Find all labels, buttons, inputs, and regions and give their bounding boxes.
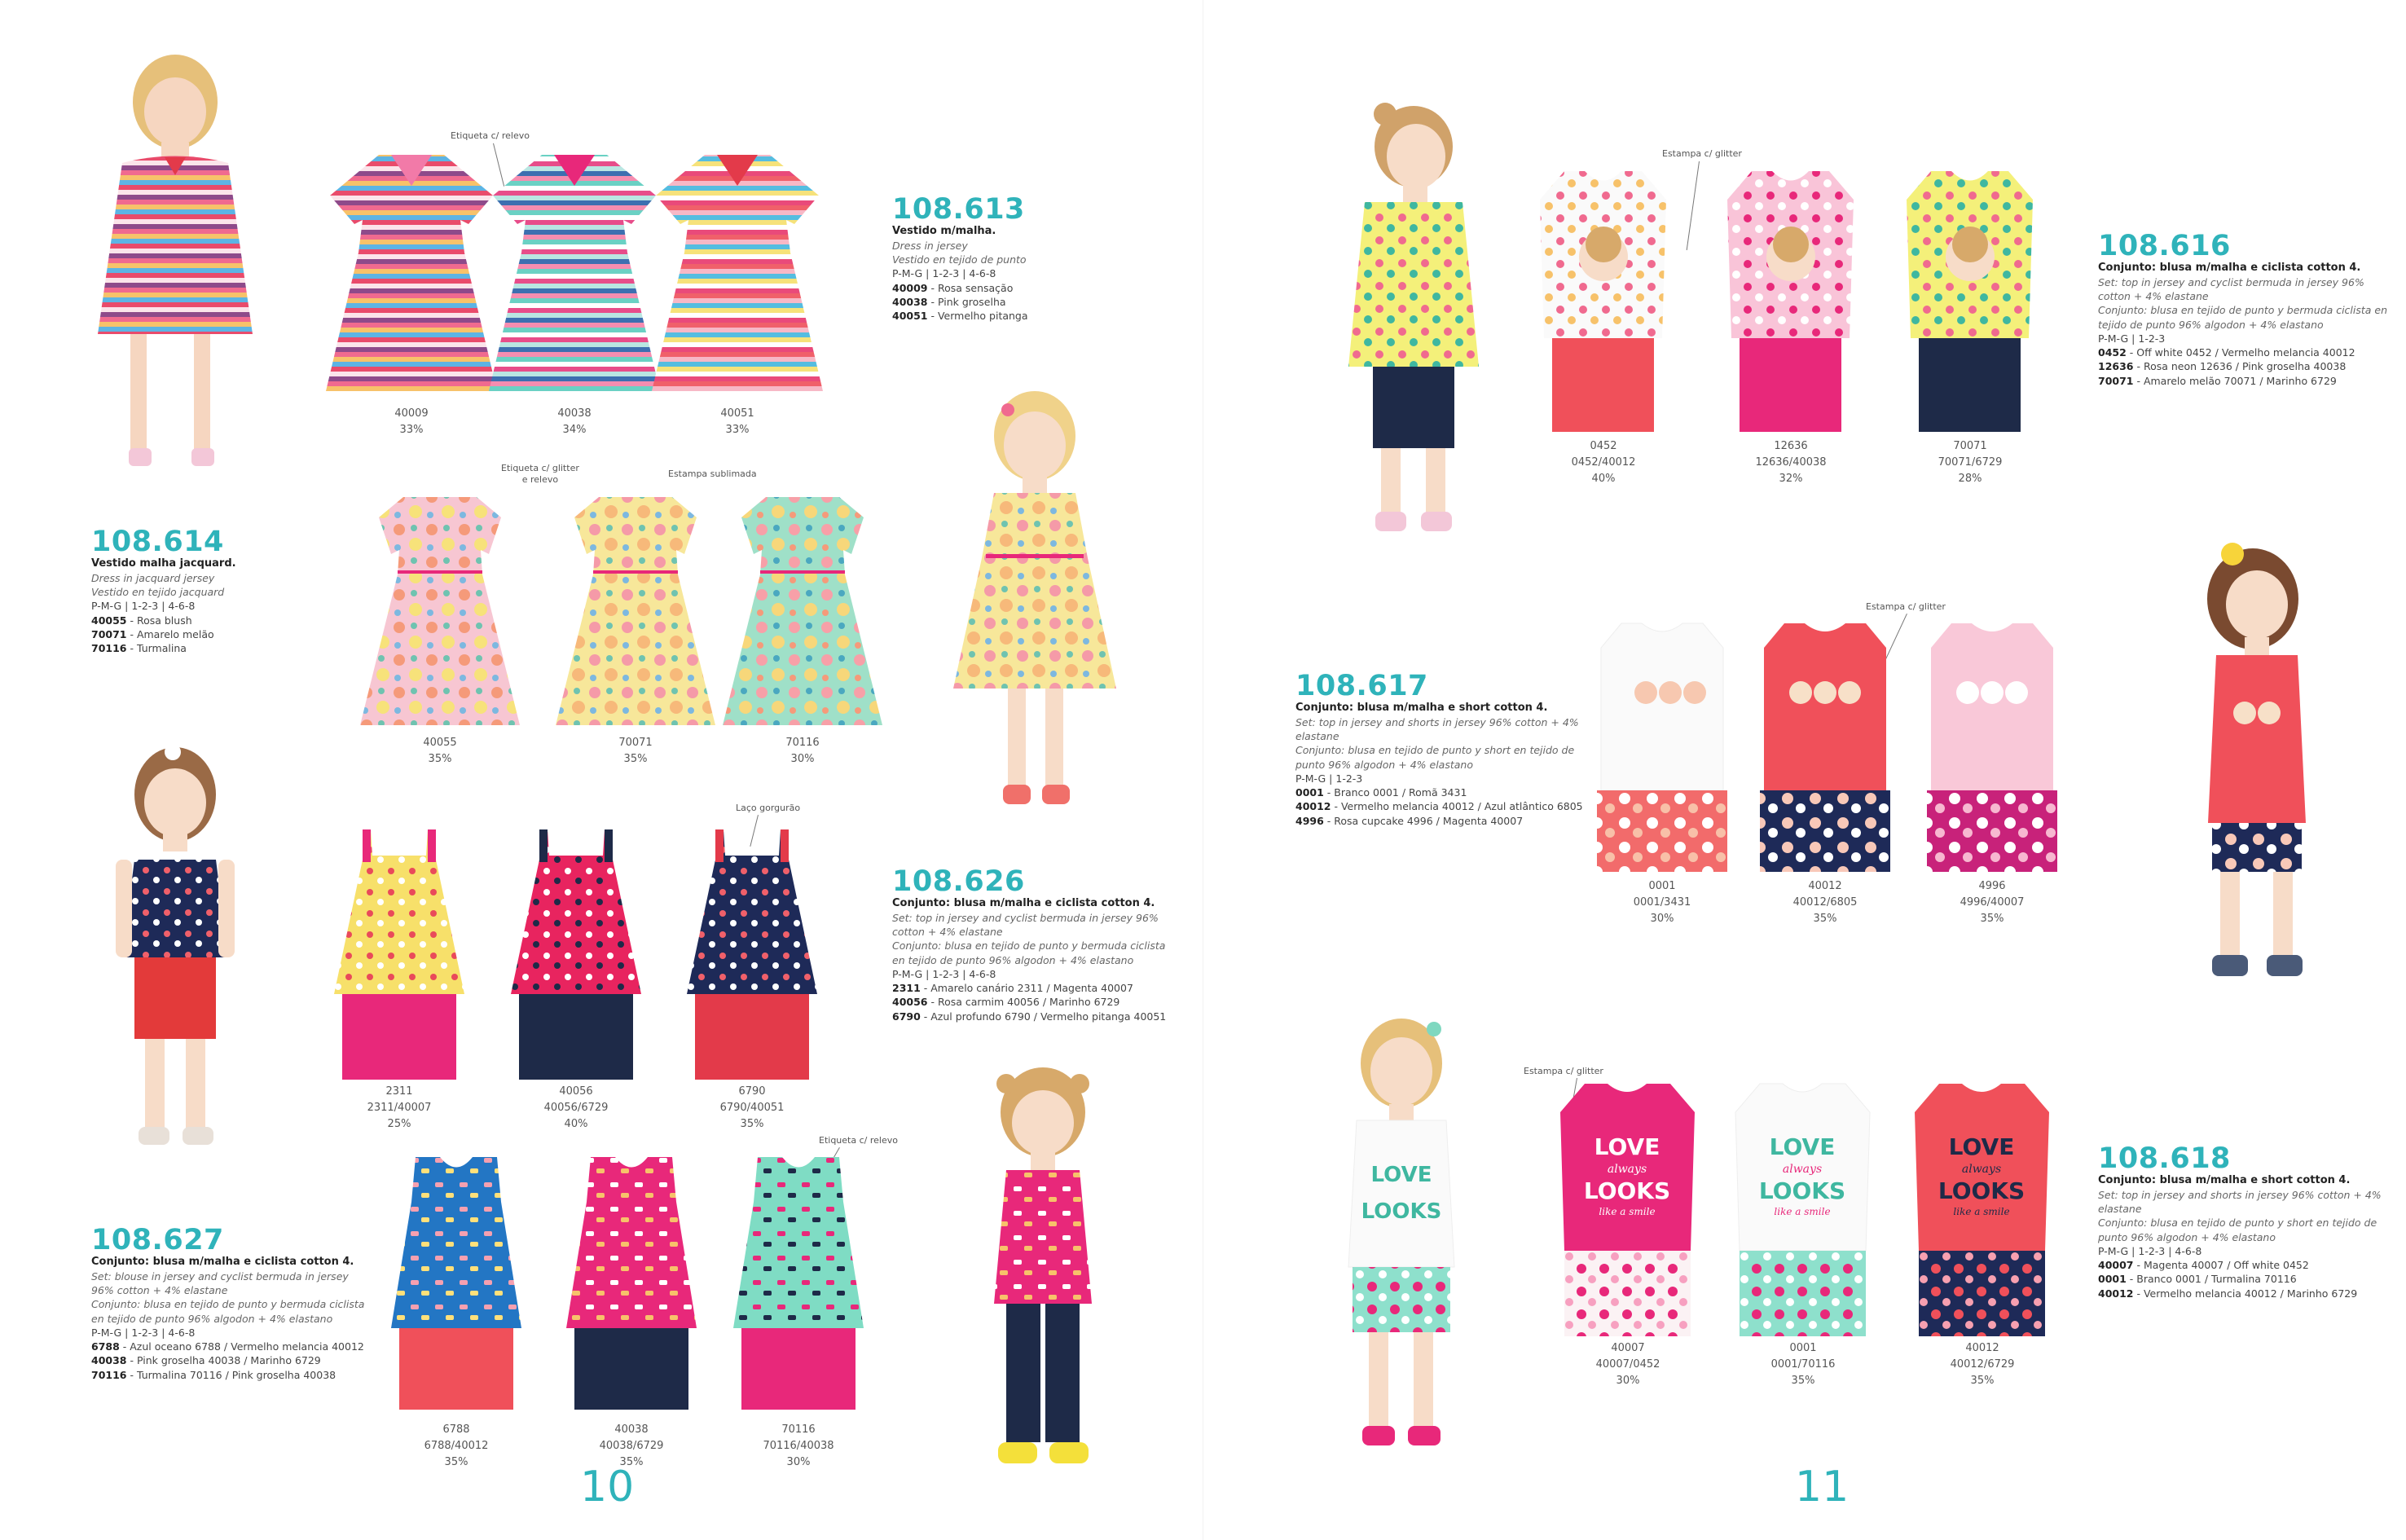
color-line: 0001 - Branco 0001 / Romã 3431: [1295, 786, 1467, 799]
desc-en: Set: top in jersey and cyclist bermuda in jersey 96% cotton + 4% elastane: [892, 911, 1159, 939]
ref: 40012: [1808, 880, 1842, 892]
pct: 30%: [1650, 913, 1674, 926]
color-line: 12636 - Rosa neon 12636 / Pink groselha 40038: [2098, 360, 2347, 373]
pct: 32%: [1779, 473, 1803, 486]
caption-40007: [1563, 1340, 1693, 1389]
dress-40038: [485, 147, 664, 403]
pct: 35%: [428, 753, 452, 766]
product-title: Conjunto: blusa m/malha e ciclista cotton 4.: [2098, 262, 2361, 274]
caption-70071-616: [1905, 438, 2035, 487]
product-code: 108.616: [2098, 230, 2231, 262]
pct: 35%: [444, 1456, 468, 1469]
ref: 70116: [781, 1423, 816, 1436]
caption-40051: [672, 406, 803, 438]
pct: 40%: [1591, 473, 1616, 486]
set-70071-616: [1898, 167, 2041, 436]
caption-6788: [391, 1422, 521, 1471]
sizes: P-M-G | 1-2-3 | 4-6-8: [892, 967, 996, 980]
caption-40056: [511, 1084, 641, 1133]
color-line: 70071 - Amarelo melão: [91, 627, 214, 640]
caption-0001-618: [1738, 1340, 1868, 1389]
note-etiqueta-glitter: [501, 463, 579, 486]
desc-en: Dress in jersey: [892, 239, 968, 252]
ref2: 4996/40007: [1960, 896, 2025, 909]
model-girl-red-top: [2167, 538, 2338, 994]
product-title: Vestido m/malha.: [892, 225, 996, 237]
set-6790: [675, 823, 829, 1084]
caption-40055: [375, 735, 505, 768]
note-line: [1687, 161, 1700, 250]
color-line: 40009 - Rosa sensação: [892, 281, 1014, 294]
note-estampa-glitter-616: Estampa c/ glitter: [1662, 148, 1742, 159]
info-108614: [91, 528, 368, 655]
caption-40012-617: [1760, 878, 1890, 927]
ref2: 0001/70116: [1770, 1358, 1836, 1371]
ref2: 40012/6729: [1950, 1358, 2015, 1371]
color-line: 70116 - Turmalina: [91, 642, 187, 655]
color-line: 2311 - Amarelo canário 2311 / Magenta 40007: [892, 982, 1133, 995]
set-0001-618: [1727, 1080, 1878, 1340]
set-0452: [1532, 167, 1674, 436]
pct: 35%: [623, 753, 648, 766]
ref: 40012: [1965, 1342, 1999, 1354]
note-etiqueta-relevo: Etiqueta c/ relevo: [451, 130, 530, 141]
sizes: P-M-G | 1-2-3: [2098, 332, 2166, 345]
desc-en: Set: blouse in jersey and cyclist bermuda in jersey 96% cotton + 4% elastane: [91, 1269, 349, 1297]
product-code: 108.613: [892, 193, 1025, 226]
caption-70116: [737, 735, 868, 768]
desc-en: Dress in jacquard jersey: [91, 571, 215, 584]
ref: 40051: [720, 407, 754, 420]
product-code: 108.626: [892, 865, 1025, 898]
product-code: 108.614: [91, 526, 224, 558]
product-code: 108.618: [2098, 1142, 2231, 1175]
sizes: P-M-G | 1-2-3 | 4-6-8: [91, 600, 196, 613]
set-4996: [1919, 619, 2065, 876]
ref: 0001: [1648, 880, 1676, 892]
ref: 6790: [738, 1085, 766, 1098]
desc-es: Conjunto: blusa en tejido de punto y short en tejido de punto 96% algodon + 4% elastano: [1295, 744, 1575, 771]
note-estampa-glitter-618: Estampa c/ glitter: [1524, 1066, 1603, 1076]
pct: 35%: [1791, 1375, 1815, 1388]
caption-40012-618: [1917, 1340, 2048, 1389]
pct: 33%: [399, 424, 424, 437]
set-40056: [499, 823, 653, 1084]
sizes: P-M-G | 1-2-3: [1295, 772, 1363, 785]
ref: 2311: [385, 1085, 413, 1098]
ref2: 40012/6805: [1792, 896, 1858, 909]
caption-40038: [509, 406, 640, 438]
caption-70071: [570, 735, 701, 768]
print-smile: like a smile: [1599, 1206, 1656, 1217]
model-girl-navy-top: [98, 737, 253, 1169]
dress-70071: [554, 489, 717, 733]
note-etiqueta-relevo-2: Etiqueta c/ relevo: [819, 1135, 898, 1146]
color-line: 70071 - Amarelo melão 70071 / Marinho 6729: [2098, 374, 2337, 387]
ref2: 6790/40051: [719, 1102, 785, 1115]
caption-12636: [1726, 438, 1856, 487]
set-40012-618: [1907, 1080, 2057, 1340]
note-line1: Etiqueta c/ glitter: [501, 463, 579, 473]
print-love: LOVE: [1594, 1133, 1660, 1160]
color-line: 6790 - Azul profundo 6790 / Vermelho pitanga 40051: [892, 1010, 1167, 1023]
pct: 34%: [562, 424, 587, 437]
ref2: 2311/40007: [367, 1102, 432, 1115]
color-line: 40012 - Vermelho melancia 40012 / Marinho 6729: [2098, 1287, 2358, 1300]
color-line: 40038 - Pink groselha: [892, 295, 1006, 308]
ref: 70071: [618, 737, 653, 749]
desc-es: Conjunto: blusa en tejido de punto y bermuda ciclista en tejido de punto 96% algodon + 4% elastano: [892, 939, 1166, 966]
pct: 25%: [387, 1118, 411, 1131]
caption-2311: [334, 1084, 464, 1133]
pct: 30%: [790, 753, 815, 766]
desc-es: Conjunto: blusa en tejido de punto y short en tejido de punto 96% algodon + 4% elastano: [2098, 1217, 2377, 1243]
set-40012-617: [1752, 619, 1898, 876]
pct: 33%: [725, 424, 750, 437]
ref: 70071: [1953, 440, 1987, 452]
info-108616: [2098, 232, 2391, 388]
pct: 28%: [1958, 473, 1982, 486]
color-line: 40007 - Magenta 40007 / Off white 0452: [2098, 1259, 2309, 1272]
product-title: Vestido malha jacquard.: [91, 557, 236, 570]
print-love: LOVE: [1948, 1133, 2015, 1160]
color-line: 4996 - Rosa cupcake 4996 / Magenta 40007: [1295, 814, 1524, 827]
desc-en: Set: top in jersey and cyclist bermuda in jersey 96% cotton + 4% elastane: [2098, 275, 2364, 303]
caption-70116-set: [733, 1422, 864, 1471]
sizes: P-M-G | 1-2-3 | 4-6-8: [91, 1326, 196, 1339]
ref: 0001: [1789, 1342, 1817, 1354]
ref: 0452: [1590, 440, 1617, 452]
ref: 40056: [559, 1085, 593, 1098]
ref2: 40038/6729: [599, 1440, 664, 1453]
svg-text:LOVE: LOVE: [1370, 1163, 1432, 1187]
product-code: 108.617: [1295, 670, 1428, 702]
sizes: P-M-G | 1-2-3 | 4-6-8: [2098, 1244, 2202, 1257]
svg-text:LOOKS: LOOKS: [1361, 1199, 1442, 1224]
pct: 35%: [619, 1456, 644, 1469]
ref2: 12636/40038: [1755, 456, 1827, 469]
color-line: 6788 - Azul oceano 6788 / Vermelho melancia 40012: [91, 1340, 364, 1353]
ref2: 70071/6729: [1938, 456, 2003, 469]
ref2: 0452/40012: [1571, 456, 1636, 469]
color-line: 70116 - Turmalina 70116 / Pink groselha 40038: [91, 1368, 336, 1381]
set-40007: [1552, 1080, 1703, 1340]
ref: 40007: [1611, 1342, 1645, 1354]
note-line2: e relevo: [521, 474, 559, 486]
color-line: 40051 - Vermelho pitanga: [892, 310, 1028, 323]
dress-40051: [648, 147, 827, 403]
print-looks: LOOKS: [1758, 1177, 1846, 1204]
model-girl-pink-top: [961, 1059, 1124, 1524]
note-laco-gorgurao: Laço gorgurão: [736, 803, 801, 813]
note-estampa-glitter-617: Estampa c/ glitter: [1866, 601, 1946, 612]
model-girl-love-looks: [1320, 1006, 1483, 1463]
set-40038: [558, 1153, 705, 1414]
print-always: always: [1961, 1163, 2002, 1176]
color-line: 40012 - Vermelho melancia 40012 / Azul atlântico 6805: [1295, 800, 1583, 813]
desc-en: Set: top in jersey and shorts in jersey 96% cotton + 4% elastane: [2098, 1188, 2382, 1216]
info-108626: [892, 865, 1169, 1023]
pct: 30%: [1616, 1375, 1640, 1388]
desc-es: Conjunto: blusa en tejido de punto y bermuda ciclista en tejido de punto 96% algodon + 4% elastano: [2098, 304, 2388, 331]
color-line: 0001 - Branco 0001 / Turmalina 70116: [2098, 1273, 2297, 1286]
info-108627: [91, 1226, 368, 1382]
dress-40055: [358, 489, 521, 733]
ref: 40055: [423, 737, 457, 749]
product-code: 108.627: [91, 1224, 224, 1256]
print-smile: like a smile: [1774, 1206, 1831, 1217]
desc-es: Vestido en tejido de punto: [892, 253, 1027, 266]
set-2311: [322, 823, 477, 1084]
desc-es: Conjunto: blusa en tejido de punto y bermuda ciclista en tejido de punto 96% algodon + 4% elastano: [91, 1298, 365, 1325]
ref: 6788: [442, 1423, 470, 1436]
dress-40009: [322, 147, 501, 403]
product-title: Conjunto: blusa m/malha e ciclista cotton 4.: [892, 897, 1155, 909]
color-line: 0452 - Off white 0452 / Vermelho melancia 40012: [2098, 346, 2355, 359]
pct: 30%: [786, 1456, 811, 1469]
color-line: 40055 - Rosa blush: [91, 614, 192, 627]
product-title: Conjunto: blusa m/malha e short cotton 4.: [2098, 1174, 2351, 1186]
print-looks: LOOKS: [1938, 1177, 2026, 1204]
print-love: LOVE: [1769, 1133, 1836, 1160]
set-70116: [725, 1153, 872, 1414]
print-always: always: [1782, 1163, 1823, 1176]
info-108613: [892, 193, 1169, 323]
color-line: 40056 - Rosa carmim 40056 / Marinho 6729: [892, 996, 1120, 1009]
page-number-right: 11: [1795, 1463, 1850, 1511]
caption-4996: [1927, 878, 2057, 927]
product-title: Conjunto: blusa m/malha e ciclista cotton 4.: [91, 1256, 354, 1268]
print-always: always: [1607, 1163, 1647, 1176]
info-108617: [1295, 672, 1589, 828]
print-smile: like a smile: [1953, 1206, 2010, 1217]
page-number-left: 10: [580, 1463, 635, 1511]
info-108618: [2098, 1142, 2391, 1300]
dress-70116: [721, 489, 884, 733]
pct: 35%: [1970, 1375, 1995, 1388]
color-line: 40038 - Pink groselha 40038 / Marinho 6729: [91, 1354, 321, 1367]
print-looks: LOOKS: [1583, 1177, 1671, 1204]
caption-0001-617: [1597, 878, 1727, 927]
ref2: 40056/6729: [543, 1102, 609, 1115]
pct: 40%: [564, 1118, 588, 1131]
model-girl-striped-dress: [90, 53, 261, 493]
set-6788: [383, 1153, 530, 1414]
pct: 35%: [1980, 913, 2004, 926]
model-girl-yellow-top: [1328, 98, 1499, 550]
ref: 40038: [614, 1423, 649, 1436]
ref: 4996: [1978, 880, 2006, 892]
pct: 35%: [1813, 913, 1837, 926]
sizes: P-M-G | 1-2-3 | 4-6-8: [892, 267, 996, 280]
ref: 40009: [394, 407, 429, 420]
desc-en: Set: top in jersey and shorts in jersey 96% cotton + 4% elastane: [1295, 715, 1579, 743]
ref: 70116: [785, 737, 820, 749]
product-title: Conjunto: blusa m/malha e short cotton 4.: [1295, 702, 1548, 714]
ref2: 6788/40012: [424, 1440, 489, 1453]
ref2: 40007/0452: [1595, 1358, 1660, 1371]
caption-40009: [346, 406, 477, 438]
ref2: 70116/40038: [763, 1440, 834, 1453]
caption-0452: [1538, 438, 1669, 487]
ref: 12636: [1774, 440, 1808, 452]
ref: 40038: [557, 407, 592, 420]
desc-es: Vestido en tejido jacquard: [91, 586, 225, 599]
ref2: 0001/3431: [1633, 896, 1691, 909]
caption-6790: [687, 1084, 817, 1133]
set-12636: [1719, 167, 1862, 436]
set-0001: [1589, 619, 1735, 876]
model-girl-floral-dress: [949, 387, 1120, 827]
pct: 35%: [740, 1118, 764, 1131]
note-estampa-sublimada: Estampa sublimada: [668, 469, 757, 479]
